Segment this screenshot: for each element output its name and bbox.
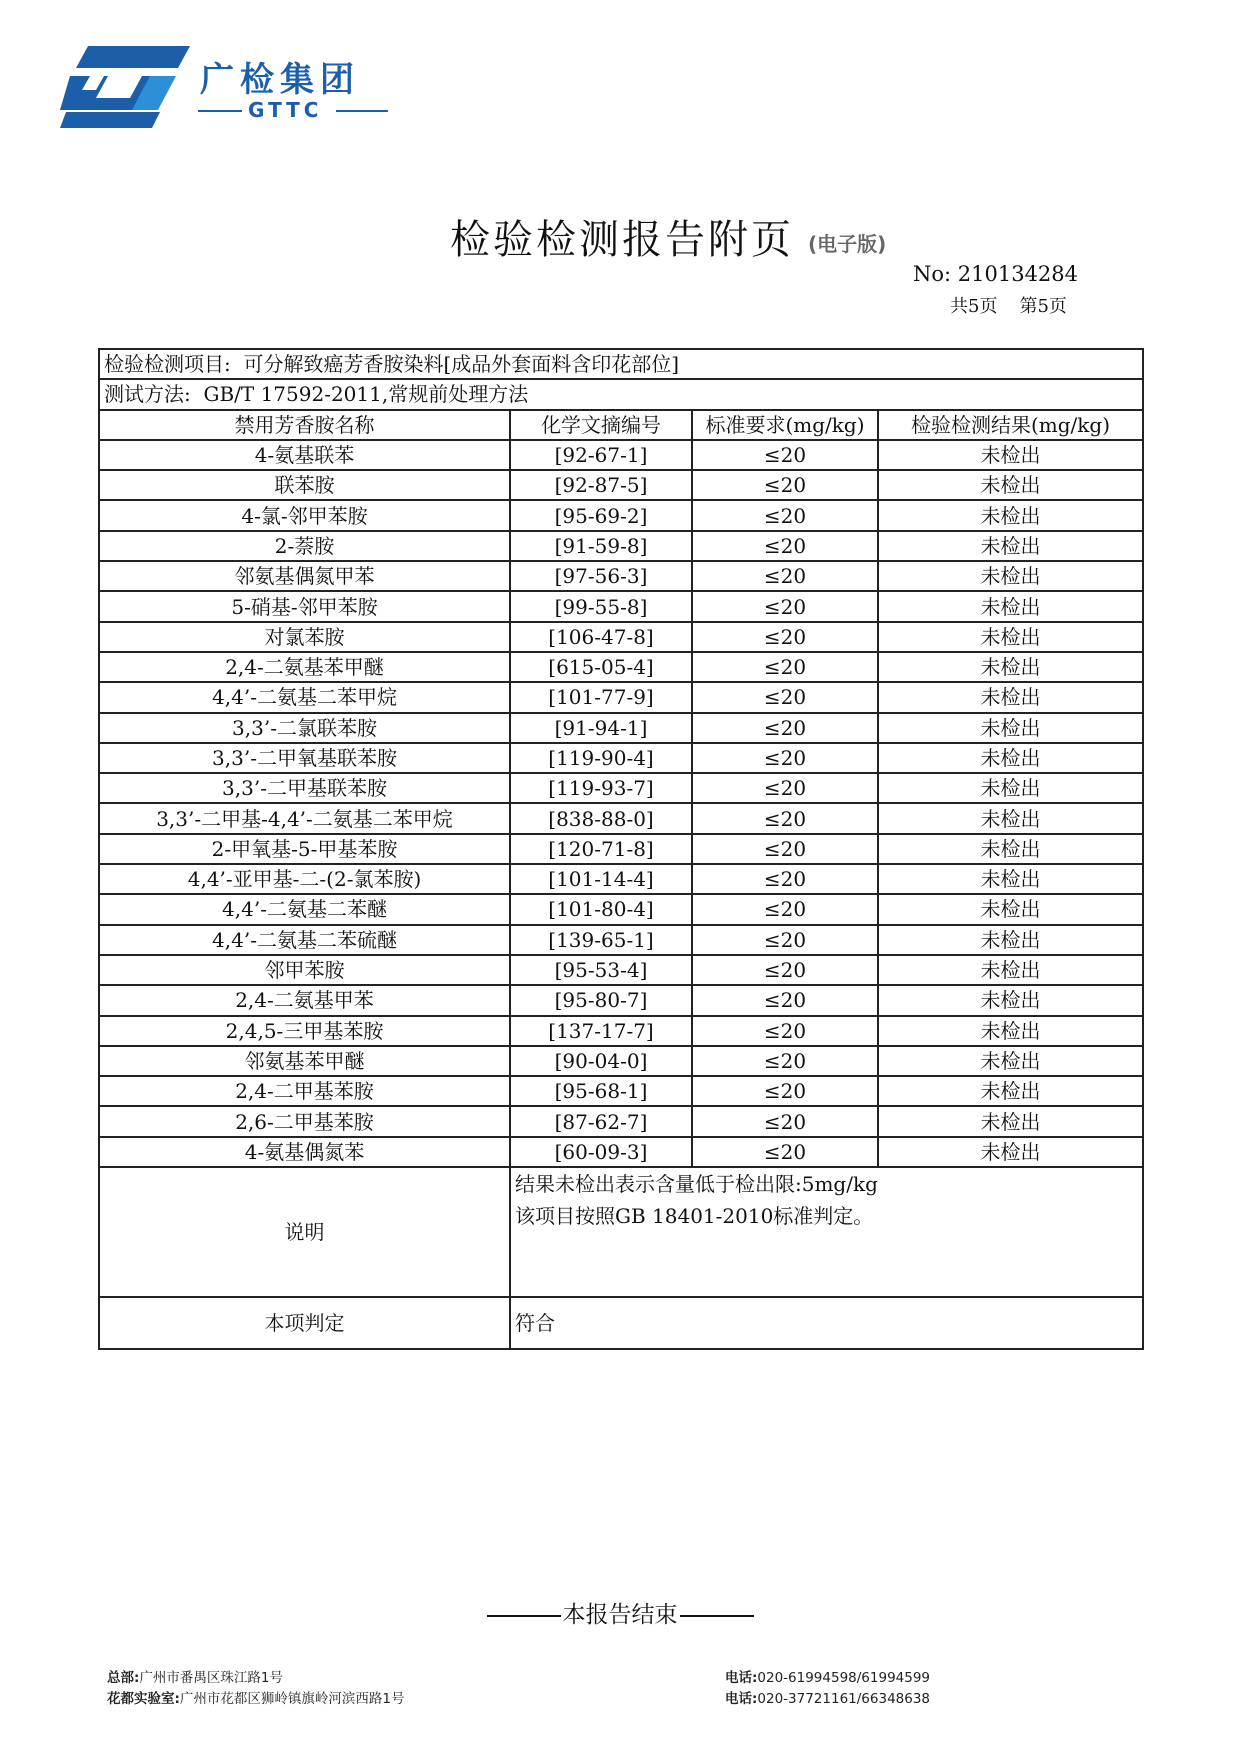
amine-name-cell: 3,3’-二甲基-4,4’-二氨基二苯甲烷 [99, 803, 510, 833]
footer-lab-phone: 020-37721161/66348638 [757, 1691, 931, 1707]
test-method-label: 测试方法: [104, 382, 191, 407]
requirement-cell: ≤20 [692, 773, 878, 803]
cas-number-cell: [90-04-0] [510, 1046, 692, 1076]
requirement-cell: ≤20 [692, 1016, 878, 1046]
result-cell: 未检出 [878, 955, 1143, 985]
table-row [99, 713, 1143, 743]
amine-name-cell: 2,6-二甲基苯胺 [99, 1106, 510, 1136]
result-cell: 未检出 [878, 894, 1143, 924]
test-item-row [99, 349, 1143, 379]
cas-number-cell: [60-09-3] [510, 1137, 692, 1167]
divider-line [336, 110, 388, 112]
cas-number-cell: [119-90-4] [510, 743, 692, 773]
judgement-label: 本项判定 [99, 1297, 510, 1349]
requirement-cell: ≤20 [692, 682, 878, 712]
result-cell: 未检出 [878, 985, 1143, 1015]
table-row [99, 561, 1143, 591]
table-row [99, 803, 1143, 833]
result-cell: 未检出 [878, 470, 1143, 500]
results-table [98, 348, 1144, 1350]
cas-number-cell: [106-47-8] [510, 622, 692, 652]
result-cell: 未检出 [878, 1137, 1143, 1167]
result-cell: 未检出 [878, 803, 1143, 833]
cas-number-cell: [92-67-1] [510, 440, 692, 470]
result-cell: 未检出 [878, 713, 1143, 743]
table-row [99, 743, 1143, 773]
requirement-cell: ≤20 [692, 531, 878, 561]
cas-number-cell: [119-93-7] [510, 773, 692, 803]
result-cell: 未检出 [878, 773, 1143, 803]
result-cell: 未检出 [878, 1016, 1143, 1046]
note-line-2: 该项目按照GB 18401-2010标准判定。 [515, 1204, 874, 1229]
table-row [99, 591, 1143, 621]
table-row [99, 1046, 1143, 1076]
cas-number-cell: [101-77-9] [510, 682, 692, 712]
requirement-cell: ≤20 [692, 440, 878, 470]
amine-name-cell: 2,4-二甲基苯胺 [99, 1076, 510, 1106]
test-item-value: 可分解致癌芳香胺染料[成品外套面料含印花部位] [243, 352, 680, 377]
requirement-cell: ≤20 [692, 743, 878, 773]
cas-number-cell: [95-69-2] [510, 500, 692, 530]
table-row [99, 500, 1143, 530]
electronic-version-label: (电子版) [808, 232, 887, 256]
amine-name-cell: 2,4,5-三甲基苯胺 [99, 1016, 510, 1046]
amine-name-cell: 4-氨基偶氮苯 [99, 1137, 510, 1167]
result-cell: 未检出 [878, 682, 1143, 712]
amine-name-cell: 4-氨基联苯 [99, 440, 510, 470]
company-name-cn: 广检集团 [200, 60, 360, 100]
table-row [99, 1016, 1143, 1046]
amine-name-cell: 5-硝基-邻甲苯胺 [99, 591, 510, 621]
requirement-cell: ≤20 [692, 561, 878, 591]
header-amine-name: 禁用芳香胺名称 [99, 410, 510, 440]
amine-name-cell: 4,4’-二氨基二苯甲烷 [99, 682, 510, 712]
table-row [99, 864, 1143, 894]
table-row [99, 470, 1143, 500]
cas-number-cell: [92-87-5] [510, 470, 692, 500]
amine-name-cell: 2-萘胺 [99, 531, 510, 561]
header-result: 检验检测结果(mg/kg) [878, 410, 1143, 440]
requirement-cell: ≤20 [692, 591, 878, 621]
table-row [99, 773, 1143, 803]
footer-phone-label: 电话: [725, 1670, 758, 1686]
cas-number-cell: [101-80-4] [510, 894, 692, 924]
divider-line [198, 110, 242, 112]
company-logo [60, 46, 390, 130]
result-cell: 未检出 [878, 1076, 1143, 1106]
cas-number-cell: [95-53-4] [510, 955, 692, 985]
table-row [99, 894, 1143, 924]
table-row [99, 682, 1143, 712]
amine-name-cell: 邻氨基苯甲醚 [99, 1046, 510, 1076]
cas-number-cell: [91-94-1] [510, 713, 692, 743]
current-page: 第5页 [1019, 296, 1067, 317]
result-cell: 未检出 [878, 591, 1143, 621]
company-name-en-wrap [198, 98, 388, 122]
amine-name-cell: 4,4’-二氨基二苯醚 [99, 894, 510, 924]
footer-addresses [107, 1668, 405, 1710]
footer-hq-address: 广州市番禺区珠江路1号 [139, 1670, 283, 1686]
footer-hq-label: 总部: [107, 1670, 140, 1686]
result-cell: 未检出 [878, 561, 1143, 591]
cas-number-cell: [97-56-3] [510, 561, 692, 591]
amine-name-cell: 联苯胺 [99, 470, 510, 500]
end-dash-right [680, 1615, 754, 1617]
gttc-logo-icon [60, 46, 190, 130]
judgement-row [99, 1297, 1143, 1349]
cas-number-cell: [91-59-8] [510, 531, 692, 561]
result-cell: 未检出 [878, 925, 1143, 955]
footer-lab [107, 1689, 405, 1710]
amine-name-cell: 3,3’-二甲基联苯胺 [99, 773, 510, 803]
page-title: 检验检测报告附页 [450, 217, 794, 263]
amine-name-cell: 2,4-二氨基苯甲醚 [99, 652, 510, 682]
notes-row [99, 1167, 1143, 1297]
amine-name-cell: 3,3’-二氯联苯胺 [99, 713, 510, 743]
footer-hq [107, 1668, 405, 1689]
end-dash-left [487, 1615, 561, 1617]
test-method-row [99, 379, 1143, 409]
amine-name-cell: 对氯苯胺 [99, 622, 510, 652]
amine-name-cell: 4,4’-二氨基二苯硫醚 [99, 925, 510, 955]
cas-number-cell: [838-88-0] [510, 803, 692, 833]
result-cell: 未检出 [878, 743, 1143, 773]
cas-number-cell: [95-80-7] [510, 985, 692, 1015]
total-pages: 共5页 [950, 296, 998, 317]
table-row [99, 440, 1143, 470]
company-name-en: GTTC [248, 98, 323, 122]
footer-lab-address: 广州市花都区狮岭镇旗岭河滨西路1号 [179, 1691, 405, 1707]
footer-hq-phone: 020-61994598/61994599 [757, 1670, 931, 1686]
table-row [99, 652, 1143, 682]
requirement-cell: ≤20 [692, 713, 878, 743]
report-end-mark [0, 1596, 1240, 1629]
result-cell: 未检出 [878, 1046, 1143, 1076]
result-cell: 未检出 [878, 834, 1143, 864]
requirement-cell: ≤20 [692, 803, 878, 833]
table-header-row [99, 410, 1143, 440]
result-cell: 未检出 [878, 1106, 1143, 1136]
cas-number-cell: [101-14-4] [510, 864, 692, 894]
cas-number-cell: [137-17-7] [510, 1016, 692, 1046]
header-requirement: 标准要求(mg/kg) [692, 410, 878, 440]
test-item-label: 检验检测项目: [104, 352, 231, 377]
result-cell: 未检出 [878, 531, 1143, 561]
table-row [99, 925, 1143, 955]
cas-number-cell: [87-62-7] [510, 1106, 692, 1136]
footer-phones [725, 1668, 930, 1710]
result-cell: 未检出 [878, 440, 1143, 470]
requirement-cell: ≤20 [692, 864, 878, 894]
requirement-cell: ≤20 [692, 834, 878, 864]
requirement-cell: ≤20 [692, 894, 878, 924]
table-row [99, 985, 1143, 1015]
test-method-cell [99, 379, 1143, 409]
requirement-cell: ≤20 [692, 1046, 878, 1076]
header-cas-number: 化学文摘编号 [510, 410, 692, 440]
page-count [950, 292, 1067, 318]
requirement-cell: ≤20 [692, 470, 878, 500]
requirement-cell: ≤20 [692, 1106, 878, 1136]
requirement-cell: ≤20 [692, 622, 878, 652]
requirement-cell: ≤20 [692, 925, 878, 955]
table-row [99, 1137, 1143, 1167]
amine-name-cell: 2-甲氧基-5-甲基苯胺 [99, 834, 510, 864]
cas-number-cell: [615-05-4] [510, 652, 692, 682]
amine-name-cell: 3,3’-二甲氧基联苯胺 [99, 743, 510, 773]
table-row [99, 1106, 1143, 1136]
notes-content [510, 1167, 1143, 1297]
requirement-cell: ≤20 [692, 1137, 878, 1167]
amine-name-cell: 邻氨基偶氮甲苯 [99, 561, 510, 591]
requirement-cell: ≤20 [692, 500, 878, 530]
cas-number-cell: [139-65-1] [510, 925, 692, 955]
notes-label: 说明 [99, 1167, 510, 1297]
result-cell: 未检出 [878, 500, 1143, 530]
table-row [99, 531, 1143, 561]
table-row [99, 1076, 1143, 1106]
report-number: No: 210134284 [913, 262, 1079, 286]
note-line-1: 结果未检出表示含量低于检出限:5mg/kg [515, 1172, 878, 1197]
footer-lab-label: 花都实验室: [107, 1691, 180, 1707]
table-row [99, 622, 1143, 652]
requirement-cell: ≤20 [692, 955, 878, 985]
result-cell: 未检出 [878, 652, 1143, 682]
cas-number-cell: [95-68-1] [510, 1076, 692, 1106]
test-item-cell [99, 349, 1143, 379]
amine-name-cell: 2,4-二氨基甲苯 [99, 985, 510, 1015]
judgement-value: 符合 [510, 1297, 1143, 1349]
amine-name-cell: 4-氯-邻甲苯胺 [99, 500, 510, 530]
cas-number-cell: [120-71-8] [510, 834, 692, 864]
table-row [99, 834, 1143, 864]
requirement-cell: ≤20 [692, 1076, 878, 1106]
requirement-cell: ≤20 [692, 652, 878, 682]
footer-lab-phone-line [725, 1689, 930, 1710]
result-cell: 未检出 [878, 864, 1143, 894]
table-row [99, 955, 1143, 985]
cas-number-cell: [99-55-8] [510, 591, 692, 621]
end-mark-text: 本报告结束 [562, 1602, 678, 1628]
footer-hq-phone-line [725, 1668, 930, 1689]
amine-name-cell: 4,4’-亚甲基-二-(2-氯苯胺) [99, 864, 510, 894]
test-method-value: GB/T 17592-2011,常规前处理方法 [203, 382, 529, 407]
requirement-cell: ≤20 [692, 985, 878, 1015]
footer-phone-label: 电话: [725, 1691, 758, 1707]
amine-name-cell: 邻甲苯胺 [99, 955, 510, 985]
result-cell: 未检出 [878, 622, 1143, 652]
